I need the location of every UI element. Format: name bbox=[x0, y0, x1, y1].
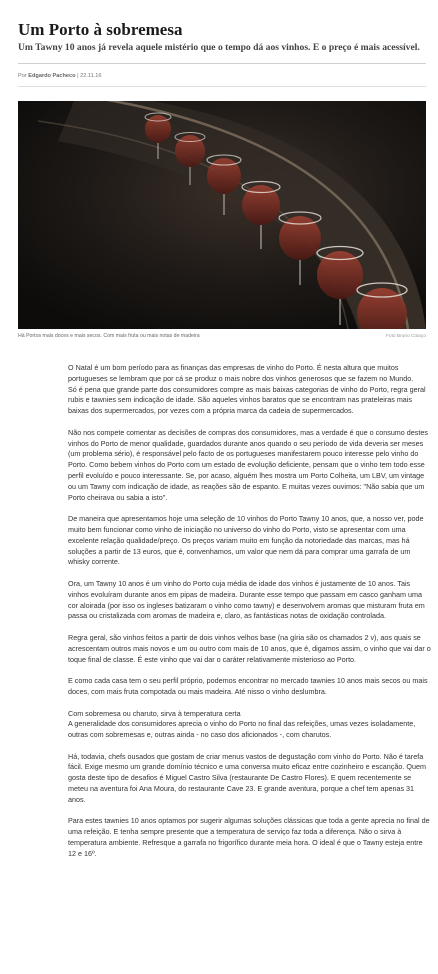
wine-glasses-photo bbox=[18, 101, 426, 329]
divider bbox=[18, 63, 426, 64]
paragraph: De maneira que apresentamos hoje uma seleção de 10 vinhos do Porto Tawny 10 anos, que, a nosso ver, pode muito bem funcionar como vinho de iniciação no universo do vinho do Porto, visto se apresentar com uma excelente relação qualidade/preço. Os preços variam muito em função da notoriedade das marcas, mas há soluções a partir de 13 euros, que é, convenhamos, um valor que nem dá para comprar uma garrafa de um whisky corrente. bbox=[68, 514, 424, 567]
article-photo bbox=[18, 101, 426, 329]
paragraph: Há, todavia, chefs ousados que gostam de criar menus vastos de degustação com vinho do Porto. Não é tarefa fácil. Exige mesmo um grande domínio técnico e uma conversa muito eficaz entre cozinheiro e escanção. Quem gosta deste tipo de desafios é Miguel Castro Silva (restaurante De Castro Flores). E quem recentemente se meteu na aventura foi Ana Moura, do restaurante Cave 23. E grande aventura, porque a chef tem apenas 31 anos. bbox=[68, 751, 426, 804]
article-subtitle: Um Tawny 10 anos já revela aquele mistério que o tempo dá aos vinhos. E o preço é mais acessível. bbox=[18, 42, 420, 53]
paragraph: Ora, um Tawny 10 anos é um vinho do Porto cuja média de idade dos vinhos é justamente de 10 anos. Tais vinhos evoluíram durante anos em pipas de madeira. Durante esse tempo que passam em casco ganham uma cor aloirada (por isso os ingleses batizaram o vinho como tawny) e desenvolvem aromas que misturam fruta em passa ou cristalizada com aromas de madeira e, claro, as fantásticas notas de oxidação controlada. bbox=[68, 578, 425, 621]
byline bbox=[18, 72, 101, 80]
byline-prefix: Por bbox=[18, 73, 27, 79]
article-body bbox=[68, 363, 432, 870]
divider bbox=[18, 86, 426, 87]
paragraph: A generalidade dos consumidores aprecia o vinho do Porto no final das refeições, umas vezes isoladamente, outras com sobremesas e, outras ainda - no caso dos aficionados -, com charutos. bbox=[68, 719, 416, 740]
article-title: Um Porto à sobremesa bbox=[18, 20, 183, 39]
byline-separator: | bbox=[77, 73, 79, 79]
paragraph: Regra geral, são vinhos feitos a partir de dois vinhos velhos base (na gíria são os chamados 2 v), aos quais se acrescentam outros mais novos e um ou outro com mais de 10 anos, que é, digamos assim, o vinho que vai dar o toque final de classe. É este vinho que vai dar o caráter relativamente misterioso ao Porto. bbox=[68, 632, 431, 664]
author-link[interactable]: Edgardo Pacheco bbox=[28, 73, 76, 79]
paragraph: Só é pena que grande parte dos consumidores compre as mais baixas categorias de vinho do Porto, regra geral rubis e tawnies sem indicação de idade. São aqueles vinhos baratos que se encontram nas prateleiras mais baixas dos supermercados, por vezes com a própria marca da cadeia de supermercados. bbox=[68, 384, 426, 416]
paragraph: Para estes tawnies 10 anos optamos por sugerir algumas soluções clássicas que toda a gente aprecia no final de uma refeição. E tenha sempre presente que a temperatura de serviço faz toda a diferença. Não o sirva à temperatura ambiente. Refresque a garrafa no frigorífico durante meia hora. O ideal é que o Tawny esteja entre 12 e 16º. bbox=[68, 816, 430, 858]
image-credit: Foto Bruno Colaço bbox=[386, 334, 426, 339]
paragraph: E como cada casa tem o seu perfil próprio, podemos encontrar no mercado tawnies 10 anos mais secos ou mais doces, com mais fruta compotada ou mais madeira. Até nisso o vinho deslumbra. bbox=[68, 676, 428, 696]
section-heading: Com sobremesa ou charuto, sirva à temperatura certa bbox=[68, 708, 241, 718]
paragraph: Não nos compete comentar as decisões de compras dos consumidores, mas a verdade é que o consumo destes vinhos do Porto de menor qualidade, guardados durante anos quando o seu período de vida deveria ser meses (um problema sério), é responsável pelo facto de os portugueses manifestarem pouco interesse pelo vinho do Porto. Como bebem vinhos do Porto com um estado de evolução deficiente, pensam que o vinho tem todo esse perfil evoluído e pouco interessante. Se, por acaso, alguém lhes mostra um Porto Colheita, um LBV, um vintage ou um Tawny com indicação de idade, as reações são de espanto. E muitas vezes ouvimos: "Não sabia que um Porto cheirava ou sabia a isto". bbox=[68, 427, 428, 502]
publish-date: 22.11.16 bbox=[80, 73, 102, 79]
image-caption: Há Portos mais doces e mais secos. Com mais fruta ou mais notas de madeira bbox=[18, 333, 200, 339]
paragraph: O Natal é um bom período para as finanças das empresas de vinho do Porto. É nesta altura que muitos portugueses se lembram que por cá se produz o mais nobre dos vinhos generosos que se fazem no Mundo. bbox=[68, 363, 414, 383]
